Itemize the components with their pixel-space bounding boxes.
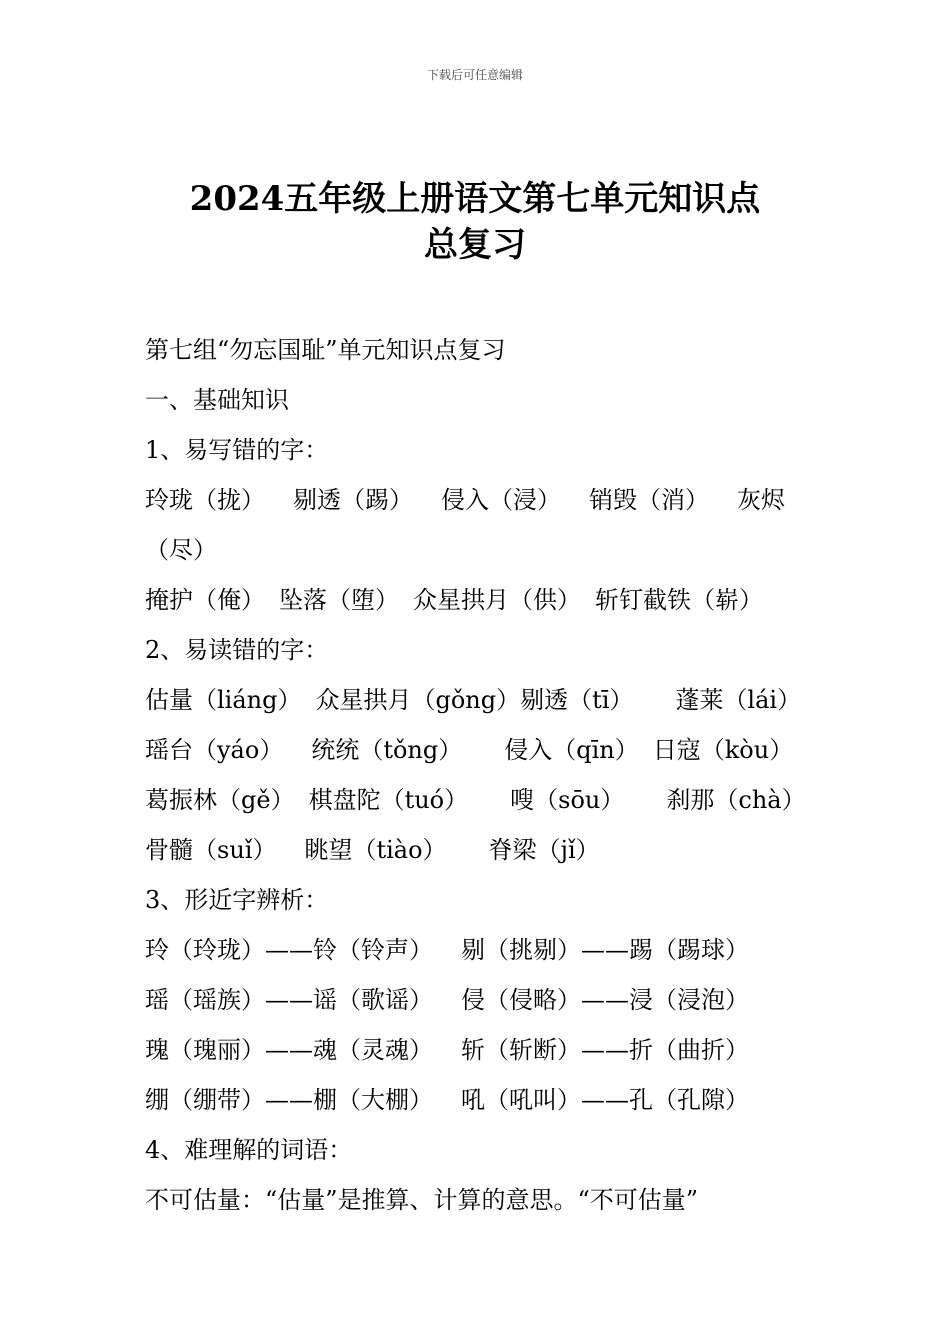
list-item: 脊梁（jǐ） [488, 836, 600, 864]
unit-heading: 第七组“勿忘国耻”单元知识点复习 [145, 336, 506, 364]
document-title [0, 176, 950, 268]
miswritten-row-1-cont: （尽） [145, 536, 217, 564]
list-item: 棋盘陀（tuó） [308, 786, 469, 814]
list-item: 剔透（踢） [293, 486, 413, 514]
section-heading-basics: 一、基础知识 [145, 386, 289, 414]
misread-row-4 [145, 825, 825, 875]
list-item: 灰烬 [737, 486, 785, 514]
similar-row-1 [145, 925, 825, 975]
similar-row-2 [145, 975, 825, 1025]
list-item: 斩钉截铁（崭） [595, 586, 763, 614]
list-item: 玲（玲珑）——铃（铃声） [145, 936, 433, 964]
header-note: 下载后可任意编辑 [426, 68, 523, 82]
list-item: 众星拱月（gǒng）剔透（tī） [315, 686, 634, 714]
list-item: 坠落（堕） [279, 586, 399, 614]
similar-row-4 [145, 1075, 825, 1125]
list-item: 嗖（sōu） [510, 786, 625, 814]
list-item: 估量（liáng） [145, 686, 302, 714]
list-item: 掩护（俺） [145, 586, 265, 614]
miswritten-row-1 [145, 475, 825, 525]
subheading-misread: 2、易读错的字： [145, 636, 329, 664]
list-item: 侵入（qīn） [504, 736, 639, 764]
misread-row-1 [145, 675, 825, 725]
list-item: 侵入（浸） [441, 486, 561, 514]
misread-row-3 [145, 775, 825, 825]
list-item: 葛振林（gě） [145, 786, 295, 814]
subheading-difficult-words: 4、难理解的词语： [145, 1136, 353, 1164]
list-item: 瑶台（yáo） [145, 736, 284, 764]
list-item: 统统（tǒng） [311, 736, 463, 764]
definition-text: 不可估量：“估量”是推算、计算的意思。“不可估量” [145, 1186, 699, 1214]
title-line-2: 总复习 [424, 225, 526, 265]
list-item: 斩（斩断）——折（曲折） [461, 1036, 749, 1064]
list-item: 日寇（kòu） [652, 736, 794, 764]
subheading-miswritten: 1、易写错的字： [145, 436, 329, 464]
list-item: 吼（吼叫）——孔（孔隙） [461, 1086, 749, 1114]
document-body [145, 325, 825, 1225]
list-item: 玲珑（拢） [145, 486, 265, 514]
list-item: 侵（侵略）——浸（浸泡） [461, 986, 749, 1014]
miswritten-row-2 [145, 575, 825, 625]
list-item: 刹那（chà） [666, 786, 806, 814]
list-item: 蓬莱（lái） [675, 686, 802, 714]
list-item: 眺望（tiào） [304, 836, 447, 864]
list-item: 瑰（瑰丽）——魂（灵魂） [145, 1036, 433, 1064]
similar-row-3 [145, 1025, 825, 1075]
list-item: 瑶（瑶族）——谣（歌谣） [145, 986, 433, 1014]
list-item: 剔（挑剔）——踢（踢球） [461, 936, 749, 964]
subheading-similar-chars: 3、形近字辨析： [145, 886, 329, 914]
list-item: 骨髓（suǐ） [145, 836, 277, 864]
misread-row-2 [145, 725, 825, 775]
list-item: 众星拱月（供） [413, 586, 581, 614]
title-line-1: 2024五年级上册语文第七单元知识点 [189, 179, 761, 219]
list-item: 销毁（消） [589, 486, 709, 514]
list-item: 绷（绷带）——棚（大棚） [145, 1086, 433, 1114]
